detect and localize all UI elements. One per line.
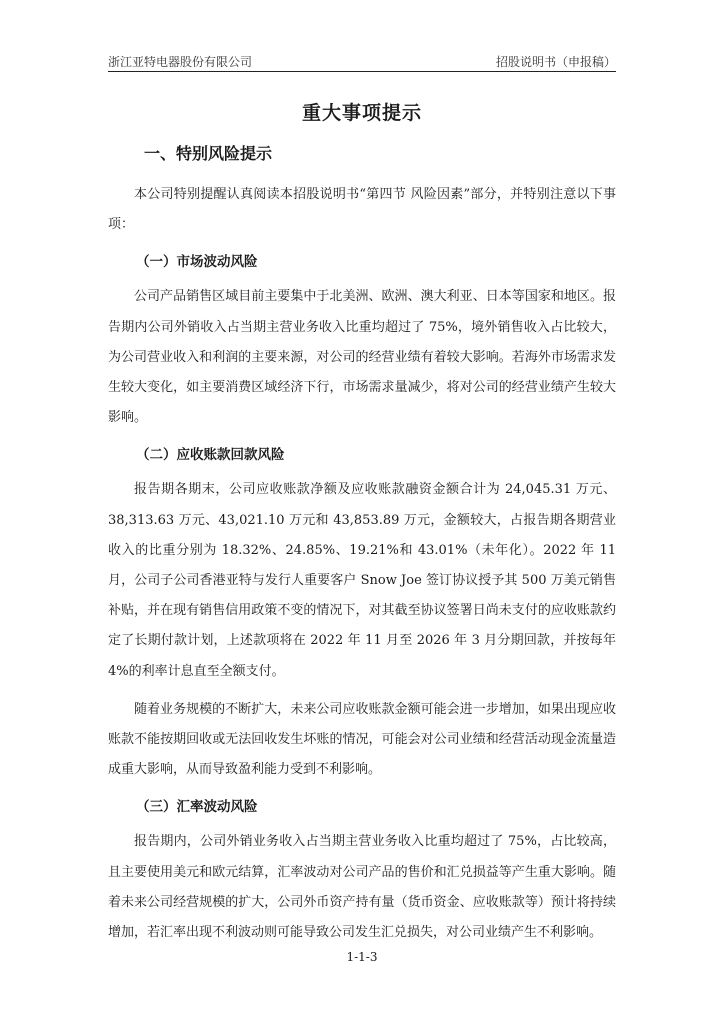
risk-heading-receivables: （二）应收账款回款风险 [136, 447, 285, 464]
section-intro-paragraph: 本公司特别提醒认真阅读本招股说明书“第四节 风险因素”部分，并特别注意以下事项： [108, 187, 616, 233]
section-heading-special-risks: 一、特别风险提示 [144, 144, 273, 163]
risk-paragraph-receivables-2: 随着业务规模的不断扩大，未来公司应收账款金额可能会进一步增加，如果出现应收账款不能按期回收或无法回收发生坏账的情况，可能会对公司业绩和经营活动现金流量造成重大影响，从而导致盈利能力受到不利影响。 [108, 701, 616, 778]
page-number: 1-1-3 [346, 950, 378, 964]
risk-paragraph-market: 公司产品销售区域目前主要集中于北美洲、欧洲、澳大利亚、日本等国家和地区。报告期内公司外销收入占当期主营业务收入比重均超过了 75%，境外销售收入占比较大，为公司营业收入和利润的主要来源，对公司的经营业绩有着较大影响。若海外市场需求发生较大变化，如主要消费区域经济下行，市场需求量减少，将对公司的经营业绩产生较大影响。 [108, 289, 616, 426]
document-body [108, 140, 616, 956]
page-title: 重大事项提示 [301, 102, 422, 124]
page-header [108, 48, 616, 70]
header-document-type: 招股说明书（申报稿） [495, 55, 616, 69]
risk-paragraph-receivables-1: 报告期各期末，公司应收账款净额及应收账款融资金额合计为 24,045.31 万元、38,313.63 万元、43,021.10 万元和 43,853.89 万元，金额较大，占报告期各期营业收入的比重分别为 18.32%、24.85%、19.21%和 43.01%（未年化）。2022 年 11 月，公司子公司香港亚特与发行人重要客户 Snow Joe 签订协议授予其 500 万美元销售补贴，并在现有销售信用政策不变的情况下，对其截至协议签署日尚未支付的应收账款约定了长期付款计划，上述款项将在 2022 年 11 月至 2026 年 3 月分期回款，并按每年 4%的利率计息直至全额支付。 [108, 482, 616, 679]
header-divider [108, 71, 616, 72]
risk-paragraph-exchange-rate: 报告期内，公司外销业务收入占当期主营业务收入比重均超过了 75%，占比较高，且主要使用美元和欧元结算，汇率波动对公司产品的售价和汇兑损益等产生重大影响。随着未来公司经营规模的扩大，公司外币资产持有量（货币资金、应收账款等）预计将持续增加，若汇率出现不利波动则可能导致公司发生汇兑损失，对公司业绩产生不利影响。 [108, 834, 616, 941]
risk-heading-exchange-rate: （三）汇率波动风险 [136, 799, 258, 816]
header-company-name: 浙江亚特电器股份有限公司 [108, 55, 253, 69]
risk-heading-market: （一）市场波动风险 [136, 254, 258, 271]
